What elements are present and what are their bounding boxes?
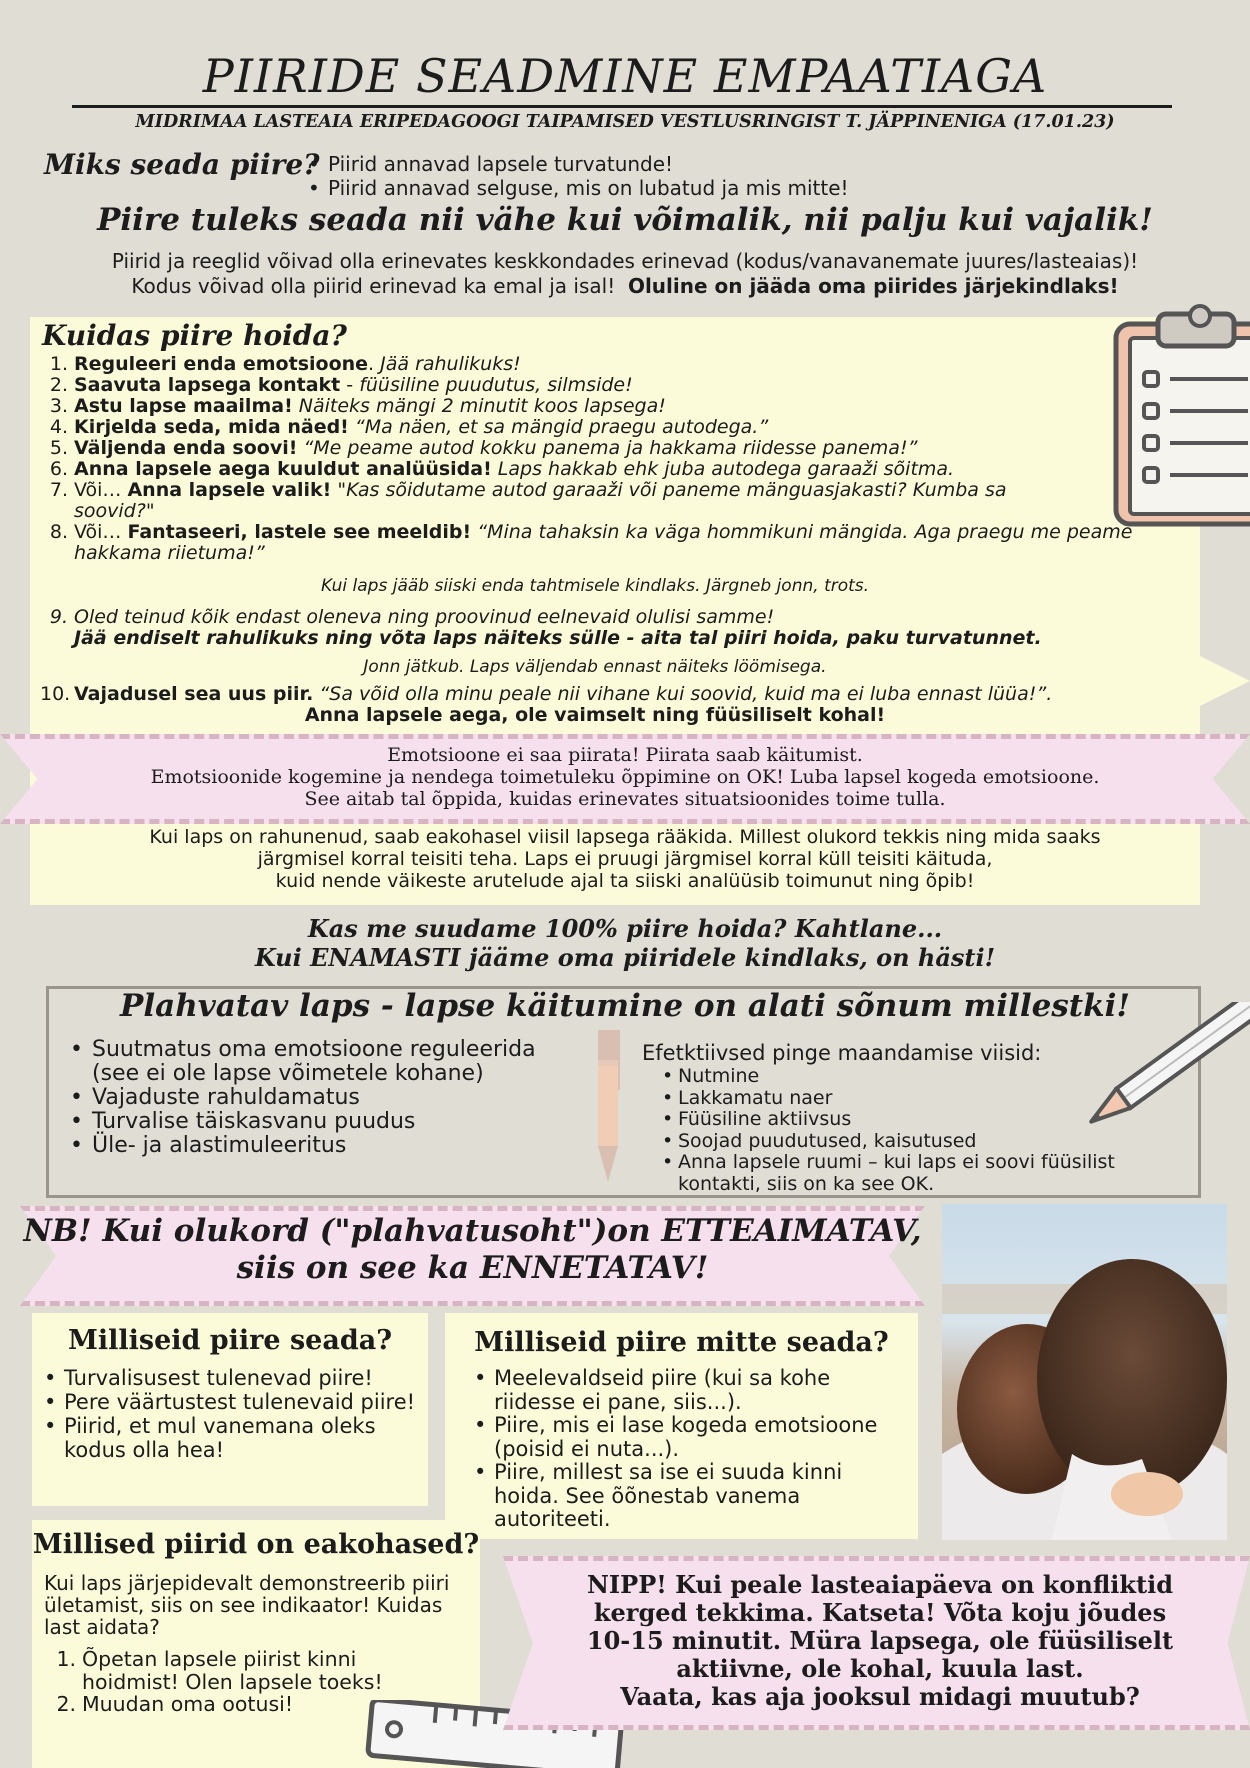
emotions-line: See aitab tal õppida, kuidas erinevates situatsioonides toime tulla. — [304, 788, 946, 810]
main-rule-heading: Piire tuleks seada nii vähe kui võimalik, nii palju kui vajalik! — [97, 202, 1153, 238]
calm-line: järgmisel korral teisiti teha. Laps ei pruugi järgmisel korral küll teisiti käituda, — [257, 848, 993, 870]
step-bold: Fantaseeri, lastele see meeldib! — [127, 521, 472, 543]
flare-causes-list — [66, 1038, 586, 1158]
step-bold: Saavuta lapsega kontakt — [74, 374, 341, 396]
why-list — [304, 152, 849, 200]
step-number: 3. — [49, 395, 68, 417]
item-number: 2. — [56, 1692, 76, 1716]
title-underline — [72, 105, 1172, 108]
nb-line: siis on see ka ENNETATAV! — [236, 1250, 709, 1286]
page-title: PIIRIDE SEADMINE EMPAATIAGA — [202, 49, 1048, 103]
step-bold: Astu lapse maailma! — [74, 395, 293, 417]
step-italic: "Kas sõidutame autod garaaži või paneme mänguasjakasti? Kumba sa soovid?" — [74, 479, 1007, 522]
step-item — [40, 354, 1150, 375]
question-line: Kas me suudame 100% piire hoida? Kahtlane... — [307, 914, 943, 943]
step-item — [40, 375, 1150, 396]
interim-note: Kui laps jääb siiski enda tahtmisele kindlaks. Järgneb jonn, trots. — [320, 576, 870, 596]
item-number: 1. — [56, 1647, 76, 1671]
list-item: • Soojad puudutused, kaisutused — [658, 1131, 1198, 1153]
list-item: • Anna lapsele ruumi – kui laps ei soovi füüsilist kontakti, siis on ka see OK. — [658, 1152, 1198, 1195]
relief-title: Efetktiivsed pinge maandamise viisid: — [642, 1041, 1042, 1065]
list-item: • Nutmine — [658, 1066, 1198, 1088]
step-prefix: Või… — [74, 521, 128, 543]
tip-line: aktiivne, ole kohal, kuula last. — [676, 1654, 1084, 1683]
step-bold: Väljenda enda soovi! — [74, 437, 298, 459]
list-item: • Pere väärtustest tulenevaid piire! — [40, 1390, 420, 1414]
item-text: Muudan oma ootusi! — [82, 1692, 294, 1716]
step-number: 2. — [49, 374, 68, 396]
step-item — [40, 684, 1150, 705]
step-italic: Laps hakkab ehk juba autodega garaaži sõitma. — [497, 458, 955, 480]
intro-normal: Kodus võivad olla piirid erinevad ka emal ja isal! — [131, 274, 616, 298]
question-heading — [0, 914, 1250, 972]
no-limits-list — [470, 1367, 910, 1532]
intro-line — [0, 274, 1250, 299]
tip-line: NIPP! Kui peale lasteaiapäeva on konfliktid — [586, 1570, 1174, 1599]
step-number: 6. — [49, 458, 68, 480]
list-item: • Turvalise täiskasvanu puudus — [66, 1110, 586, 1134]
hugging-children-photo — [942, 1204, 1227, 1540]
step-bold: Anna lapsele aega kuuldut analüüsida! — [74, 458, 492, 480]
step-item — [40, 417, 1150, 438]
tip-line: 10-15 minutit. Müra lapsega, ole füüsiliselt — [586, 1626, 1174, 1655]
calm-text — [0, 826, 1250, 892]
step-bold: Reguleeri enda emotsioone — [74, 353, 369, 375]
step-number: 5. — [49, 437, 68, 459]
list-item: • Piirid annavad selguse, mis on lubatud ja mis mitte! — [304, 176, 849, 200]
step-bold: Anna lapsele valik! — [127, 479, 332, 501]
list-item: • Piirid annavad lapsele turvatunde! — [304, 152, 849, 176]
nb-text — [20, 1213, 925, 1287]
step-italic: Jää rahulikuks! — [374, 353, 521, 375]
step-italic: “Ma näen, et sa mängid praegu autodega.” — [354, 416, 769, 438]
flare-title: Plahvatav laps - lapse käitumine on alati sõnum millestki! — [120, 988, 1130, 1024]
step-prefix: Või… — [74, 479, 128, 501]
step-number: 8. — [49, 521, 68, 543]
age-appropriate-title: Millised piirid on eakohased? — [32, 1529, 480, 1560]
emotions-line: Emotsioone ei saa piirata! Piirata saab käitumist. — [387, 744, 863, 766]
list-item: • Piire, mis ei lase kogeda emotsioone (poisid ei nuta...). — [470, 1414, 910, 1461]
tip-line: Vaata, kas aja jooksul midagi muutub? — [620, 1682, 1140, 1711]
step-normal: - — [340, 374, 360, 396]
step-bold: Jää endiselt rahulikuks ning võta laps näiteks sülle - aita tal piiri hoida, paku turvatunnet. — [74, 627, 1042, 649]
calm-line: kuid nende väikeste arutelude ajal ta siiski analüüsib toimunut ning õpib! — [275, 870, 975, 892]
step-item — [40, 396, 1150, 417]
list-item: • Piire, millest sa ise ei suuda kinni hoida. See õõnestab vanema autoriteeti. — [470, 1461, 910, 1532]
intro-bold: Oluline on jääda oma piirides järjekindlaks! — [627, 274, 1119, 298]
why-heading: Miks seada piire? — [44, 148, 320, 181]
step-bold: Kirjelda seda, mida näed! — [74, 416, 349, 438]
list-item: • Lakkamatu naer — [658, 1088, 1198, 1110]
steps-list — [40, 354, 1150, 726]
step-item — [40, 480, 1150, 522]
nb-line: NB! Kui olukord ("plahvatusoht")on ETTEAIMATAV, — [23, 1213, 922, 1249]
step-number: 7. — [49, 479, 68, 501]
page-subtitle: MIDRIMAA LASTEAIA ERIPEDAGOOGI TAIPAMISED VESTLUSRINGIST T. JÄPPINENIGA (17.01.23) — [135, 112, 1115, 132]
list-item: • Üle- ja alastimuleeritus — [66, 1134, 586, 1158]
step-item — [40, 607, 1150, 649]
pencil-icon — [1078, 1002, 1250, 1138]
step-item — [40, 438, 1150, 459]
intro-text — [0, 249, 1250, 299]
step10-line2: Anna lapsele aega, ole vaimselt ning füüsiliselt kohal! — [304, 704, 886, 726]
list-item: • Suutmatus oma emotsioone reguleerida (see ei ole lapse võimetele kohane) — [66, 1038, 586, 1086]
tip-line: kerged tekkima. Katseta! Võta koju jõudes — [593, 1598, 1167, 1627]
step-number: 4. — [49, 416, 68, 438]
intro-line: Piirid ja reeglid võivad olla erinevates keskkondades erinevad (kodus/vanavanemate juures/lasteaias)! — [111, 249, 1139, 273]
list-item: • Meelevaldseid piire (kui sa kohe riidesse ei pane, siis...). — [470, 1367, 910, 1414]
step-italic: “Mina tahaksin ka väga hommikuni mängida. Aga praegu me peame hakkama riietuma!” — [74, 521, 1133, 564]
emotions-text — [0, 744, 1250, 810]
calm-line: Kui laps on rahunenud, saab eakohasel viisil lapsega rääkida. Millest olukord tekkis ning mida saaks — [149, 826, 1101, 848]
set-limits-list — [40, 1366, 420, 1462]
step-number: 1. — [49, 353, 68, 375]
question-line: Kui ENAMASTI jääme oma piiridele kindlaks, on hästi! — [254, 943, 996, 972]
list-item: • Turvalisusest tulenevad piire! — [40, 1366, 420, 1390]
no-limits-title: Milliseid piire mitte seada? — [474, 1327, 889, 1358]
step-item — [40, 522, 1150, 564]
age-appropriate-text: Kui laps järjepidevalt demonstreerib piiri ületamist, siis on see indikaator! Kuidas last aidata? — [44, 1571, 450, 1639]
emotions-line: Emotsioonide kogemine ja nendega toimetuleku õppimine on OK! Luba lapsel kogeda emotsioone. — [150, 766, 1100, 788]
step-italic: Oled teinud kõik endast oleneva ning proovinud eelnevaid olulisi samme! — [74, 606, 775, 628]
interim-note: Jonn jätkub. Laps väljendab ennast näiteks löömisega. — [363, 657, 827, 677]
step-italic: “Sa võid olla minu peale nii vihane kui soovid, kuid ma ei luba ennast lüüa!”. — [313, 683, 1053, 705]
pen-icon — [592, 1026, 626, 1186]
step-bold: Vajadusel sea uus piir. — [74, 683, 314, 705]
step-number: 9. — [49, 606, 68, 628]
list-item: • Füüsiline aktiivsus — [658, 1109, 1198, 1131]
list-item: • Vajaduste rahuldamatus — [66, 1086, 586, 1110]
how-section-arrow — [1200, 656, 1250, 706]
step-item — [40, 459, 1150, 480]
step-italic: Näiteks mängi 2 minutit koos lapsega! — [298, 395, 666, 417]
step-italic: füüsiline puudutus, silmside! — [359, 374, 633, 396]
list-item: • Piirid, et mul vanemana oleks kodus olla hea! — [40, 1414, 420, 1462]
tip-text — [540, 1571, 1220, 1711]
step-number: 10. — [40, 683, 71, 705]
item-text: Õpetan lapsele piirist kinni hoidmist! Olen lapsele toeks! — [82, 1647, 383, 1694]
list-item — [44, 1648, 474, 1693]
set-limits-title: Milliseid piire seada? — [67, 1325, 393, 1356]
step-italic: “Me peame autod kokku panema ja hakkama riidesse panema!” — [303, 437, 918, 459]
how-heading: Kuidas piire hoida? — [42, 319, 347, 352]
step-normal: . — [368, 353, 375, 375]
